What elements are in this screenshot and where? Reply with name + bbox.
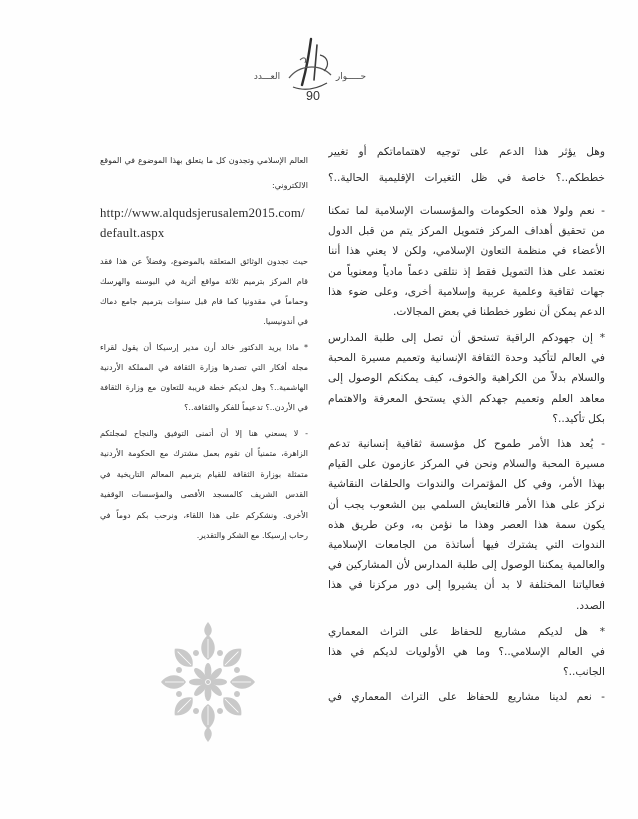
text-line: - نعم ولولا هذه الحكومات والمؤسسات الإسلامية لما تمكنا xyxy=(328,204,605,217)
paragraph xyxy=(328,328,605,429)
text-line: بهذا الأمر، وفي كل المؤتمرات والندوات والحلقات النقاشية xyxy=(328,477,605,491)
text-line: في العالم لتأكيد وحدة الثقافة الإنسانية وتعميم مسيرة المحبة xyxy=(328,351,605,365)
right-column xyxy=(328,0,605,819)
text-line: وحماماً في مقدونيا كما قام قبل سنوات بترميم جامع دماك xyxy=(100,297,308,306)
text-line: الدعم يمكن أن نطور خططنا في بعض المجالات. xyxy=(393,304,605,318)
text-line: قام المركز بترميم ثلاثة مواقع أثرية في البوسنه والهرسك xyxy=(100,277,308,286)
text-line: في الأردن..؟ تدعيماً للفكر والثقافة..؟ xyxy=(184,403,308,412)
text-line: * هل لديكم مشاريع للحفاظ على التراث المعماري xyxy=(328,625,605,638)
text-line: * ماذا يريد الدكتور خالد أرن مدير إرسيكا أن يقول لقراء xyxy=(100,343,308,352)
paragraph xyxy=(100,424,308,546)
paragraph xyxy=(328,622,605,683)
arabesque-ornament xyxy=(160,620,256,744)
text-line: بكل تأكيد..؟ xyxy=(552,411,605,425)
text-line: من تحقيق أهداف المركز فتمويل المركز يتم من قبل الدول xyxy=(328,224,605,238)
text-line: في العالم الإسلامي..؟ وما هي الأولويات لديكم في هذا xyxy=(328,645,605,659)
text-line: الأعضاء في منظمة التعاون الإسلامي، ولكن لا يعني هذا أننا xyxy=(328,244,605,258)
paragraph xyxy=(328,434,605,616)
text-line: الهاشمية..؟ وهل لديكم خطة قريبة للتعاون مع وزارة الثقافة xyxy=(100,383,308,392)
text-line: حيث تجدون الوثائق المتعلقة بالموضوع، وفضلاً عن هذا فقد xyxy=(100,257,308,266)
text-line: الندوات التي يشترك فيها أساتذة من الجامعات الإسلامية xyxy=(328,537,605,551)
page-number: 90 xyxy=(306,89,320,103)
text-line: الجانب..؟ xyxy=(562,665,605,679)
paragraph xyxy=(100,148,308,198)
paragraph xyxy=(328,201,605,322)
paragraph xyxy=(100,252,308,332)
text-line: القدس الشريف كالمسجد الأقصى والمؤسسات الوقفية xyxy=(100,490,308,500)
text-line: الصدد. xyxy=(575,598,605,612)
paragraph xyxy=(100,338,308,418)
text-line: الالكتروني: xyxy=(272,181,308,190)
text-line: مجلة أفكار التي تصدرها وزارة الثقافة في المملكة الأردنية xyxy=(100,363,308,372)
text-line: جهات ثقافية وعلمية عربية وإسلامية أخرى، وعلى ضوء هذا xyxy=(328,284,605,298)
text-line: - يُعد هذا الأمر طموح كل مؤسسة ثقافية إنسانية تدعم xyxy=(328,437,605,450)
magazine-name: حـــــوار xyxy=(335,72,367,82)
text-line: والعالمية يمكننا الوصول إلى طلبة المدارس لأن المشاركين في xyxy=(328,558,605,572)
text-line: وهل يؤثر هذا الدعم على توجيه لاهتماماتكم أو تغيير xyxy=(328,145,605,158)
text-line: خططكم..؟ خاصة في ظل التغيرات الإقليمية الحالية..؟ xyxy=(328,171,605,184)
text-line: فعالياتنا المختلفة لا بد أن يشيروا إلى دور مركزنا في هذا xyxy=(328,578,605,592)
text-line: - نعم لدينا مشاريع للحفاظ على التراث المعماري في xyxy=(328,690,605,703)
text-line: يكون سمة هذا العصر وهذا ما نؤمن به، وعن طريق هذه xyxy=(328,517,605,531)
website-url xyxy=(100,203,308,243)
text-line: متمثلة بوزارة الثقافة للقيام بترميم المعالم التاريخية في xyxy=(100,469,308,479)
url-line: default.aspx xyxy=(100,226,165,240)
paragraph xyxy=(328,687,605,707)
issue-label: العـــدد xyxy=(253,72,281,82)
text-line: الأخرى. ونشكركم على هذا اللقاء، ونرحب بكم دوماً في xyxy=(100,510,308,520)
text-line: في أندونيسيا. xyxy=(263,317,308,326)
url-line: http://www.alqudsjerusalem2015.com/ xyxy=(100,206,305,220)
text-line: * إن جهودكم الراقية تستحق أن تصل إلى طلبة المدارس xyxy=(328,331,605,344)
text-line: رحاب إرسيكا. مع الشكر والتقدير. xyxy=(196,530,308,540)
text-line: والسلام بدلاً من الكراهية والخوف، كيف يمكنكم الوصول إلى xyxy=(328,371,605,385)
paragraph xyxy=(328,139,605,191)
text-line: - لا يسعني هنا إلا أن أتمنى التوفيق والنجاح لمجلتكم xyxy=(100,429,308,438)
text-line: العالم الإسلامي وتجدون كل ما يتعلق بهذا الموضوع في الموقع xyxy=(100,156,308,165)
text-line: نركز على هذا الأمر فالتعايش السلمي بين الشعوب يجب أن xyxy=(328,497,605,511)
text-line: معاهد العلم وتعميم جهدكم الذي يستحق المعرفة والاهتمام xyxy=(328,391,605,405)
text-line: الزاهرة، متمنياً أن نقوم بعمل مشترك مع الحكومة الأردنية xyxy=(100,449,308,459)
text-line: نعتمد على هذا التمويل فقط إذ نتلقى دعماً مادياً ومعنوياً من xyxy=(328,264,605,278)
text-line: مسيرة المحبة والسلام ونحن في المركز عازمون على القيام xyxy=(328,457,605,471)
